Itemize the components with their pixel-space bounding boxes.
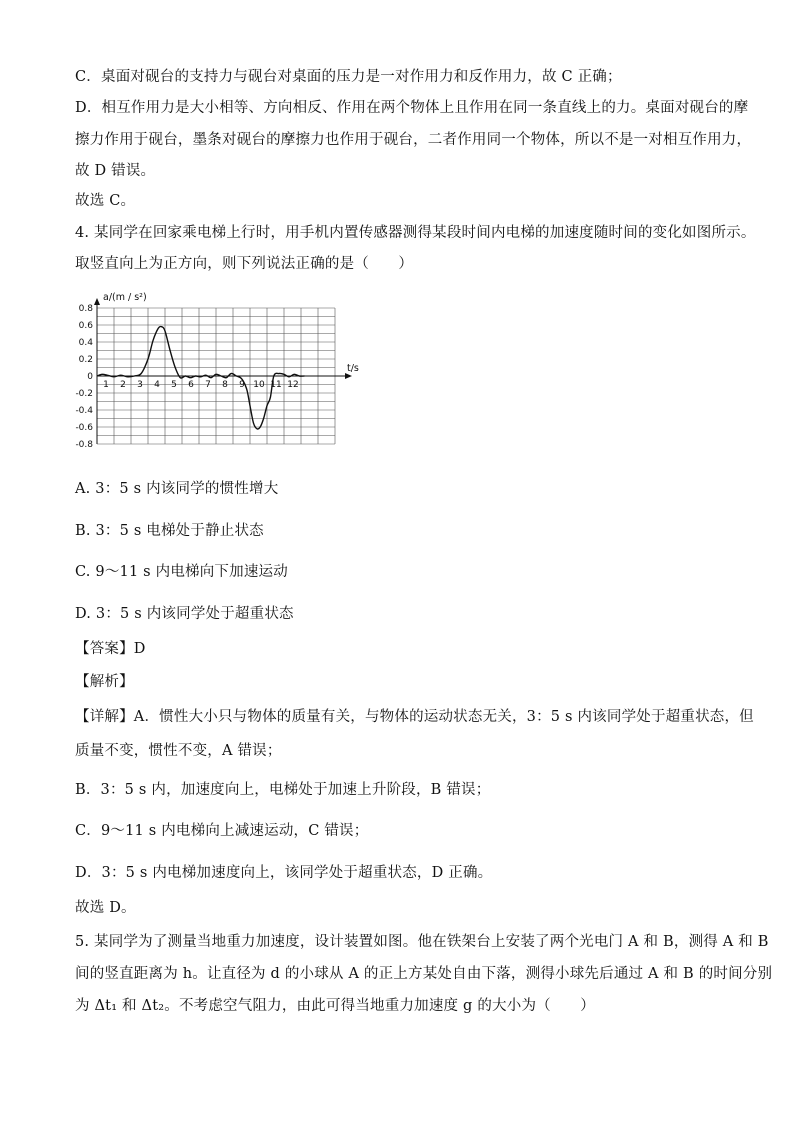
text-line: D．相互作用力是大小相等、方向相反、作用在两个物体上且作用在同一条直线上的力。桌面对砚台的摩 (75, 100, 749, 116)
explain-line: B．3：5 s 内，加速度向上，电梯处于加速上升阶段，B 错误； (75, 782, 491, 798)
y-tick-label: 0 (87, 372, 93, 382)
question-5-line: 为 Δt₁ 和 Δt₂。不考虑空气阻力，由此可得当地重力加速度 g 的大小为（ ） (75, 998, 595, 1014)
x-tick-label: 11 (270, 380, 282, 390)
x-tick-label: 12 (287, 380, 299, 390)
y-tick-label: -0.2 (75, 389, 93, 399)
y-tick-label: 0.8 (78, 304, 93, 314)
question-5-line: 间的竖直距离为 h。让直径为 d 的小球从 A 的正上方某处自由下落，测得小球先后通过 A 和 B 的时间分别 (75, 966, 773, 982)
option-c: C. 9～11 s 内电梯向下加速运动 (75, 564, 288, 580)
x-tick-label: 8 (222, 380, 228, 390)
y-tick-label: 0.4 (78, 338, 93, 348)
y-axis-arrow (94, 298, 100, 305)
question-5-line: 5. 某同学为了测量当地重力加速度，设计装置如图。他在铁架台上安装了两个光电门 A 和 B，测得 A 和 B (75, 934, 769, 950)
analysis-label: 【解析】 (75, 674, 134, 690)
y-tick-label: 0.2 (78, 355, 93, 365)
y-axis-label: a/(m / s²) (103, 292, 147, 303)
y-tick-label: 0.6 (78, 321, 93, 331)
y-tick-label: -0.6 (75, 423, 93, 433)
text-line: 故选 C。 (75, 193, 136, 209)
x-tick-label: 4 (154, 380, 160, 390)
question-stem: 取竖直向上为正方向，则下列说法正确的是（ ） (75, 256, 414, 272)
x-tick-label: 5 (171, 380, 177, 390)
y-tick-label: -0.4 (75, 406, 93, 416)
x-tick-label: 10 (253, 380, 265, 390)
text-line: 故 D 错误。 (75, 163, 156, 179)
x-tick-label: 6 (188, 380, 194, 390)
explain-line: C．9～11 s 内电梯向上减速运动，C 错误； (75, 823, 369, 839)
x-tick-label: 7 (205, 380, 211, 390)
x-tick-label: 3 (137, 380, 143, 390)
x-tick-label: 9 (239, 380, 245, 390)
x-axis-label: t/s (347, 363, 359, 374)
option-b: B. 3：5 s 电梯处于静止状态 (75, 523, 264, 539)
text-line: C．桌面对砚台的支持力与砚台对桌面的压力是一对作用力和反作用力，故 C 正确； (75, 69, 622, 85)
option-a: A. 3：5 s 内该同学的惯性增大 (75, 481, 279, 497)
x-tick-label: 1 (103, 380, 109, 390)
y-tick-label: -0.8 (75, 440, 93, 450)
text-line: 擦力作用于砚台，墨条对砚台的摩擦力也作用于砚台，二者作用同一个物体，所以不是一对相互作用力， (75, 132, 752, 148)
option-d: D. 3：5 s 内该同学处于超重状态 (75, 606, 294, 622)
chart-axes (94, 298, 352, 444)
explain-line: 质量不变，惯性不变，A 错误； (75, 743, 282, 759)
explain-line: 故选 D。 (75, 900, 136, 916)
answer-label: 【答案】D (75, 641, 146, 657)
acceleration-time-chart (72, 286, 372, 456)
explain-line: D．3：5 s 内电梯加速度向上，该同学处于超重状态，D 正确。 (75, 865, 493, 881)
explain-line: 【详解】A．惯性大小只与物体的质量有关，与物体的运动状态无关，3：5 s 内该同学处于超重状态，但 (75, 709, 754, 725)
question-stem: 4. 某同学在回家乘电梯上行时，用手机内置传感器测得某段时间内电梯的加速度随时间的变化如图所示。 (75, 225, 756, 241)
x-tick-label: 2 (120, 380, 126, 390)
